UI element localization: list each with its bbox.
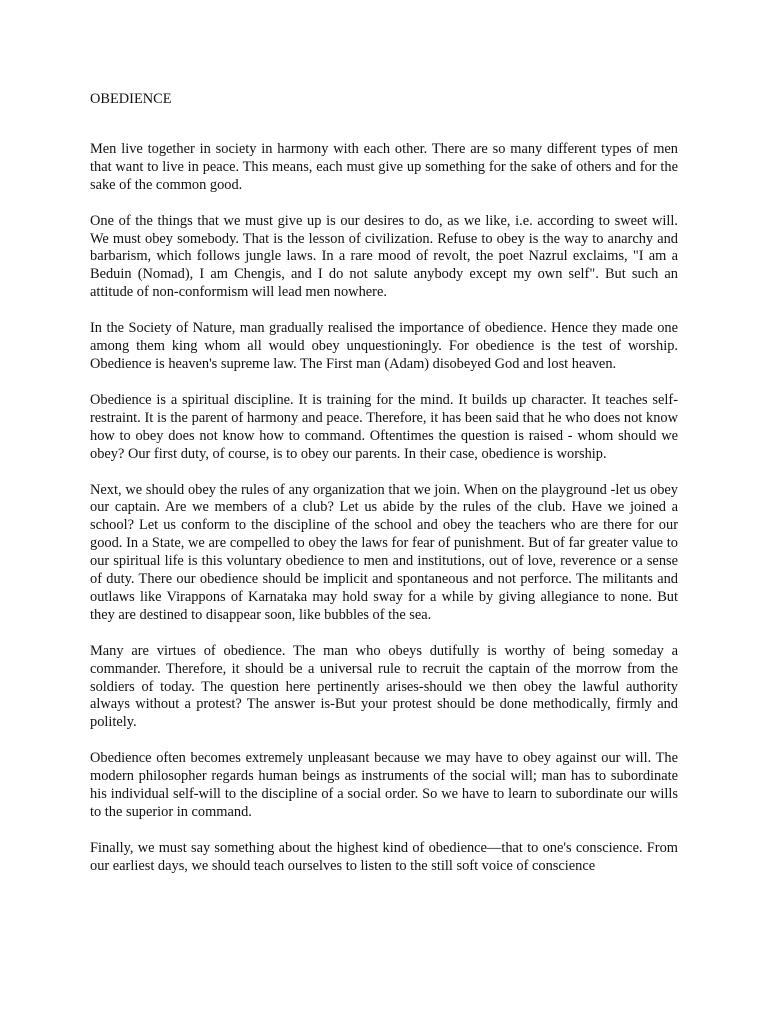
paragraph-3: In the Society of Nature, man gradually realised the importance of obedience. Hence they made one among them king whom all would obey unquestioningly. For obedience is the test of worship. Obedience is heaven's supreme law. The First man (Adam) disobeyed God and lost heaven. [90,320,678,372]
document-page [90,91,678,894]
paragraph-6: Many are virtues of obedience. The man who obeys dutifully is worthy of being someday a commander. Therefore, it should be a universal rule to recruit the captain of the morrow from the soldiers of today. The question here pertinently arises-should we then obey the lawful authority always without a protest? The answer is-But your protest should be done methodically, firmly and politely. [90,642,678,731]
paragraph-8: Finally, we must say something about the highest kind of obedience—that to one's conscience. From our earliest days, we should teach ourselves to listen to the still soft voice of conscience [90,839,678,874]
paragraph-4: Obedience is a spiritual discipline. It is training for the mind. It builds up character. It teaches self-restraint. It is the parent of harmony and peace. Therefore, it has been said that he who does not know how to obey does not know how to command. Oftentimes the question is raised - whom should we obey? Our first duty, of course, is to obey our parents. In their case, obedience is worship. [90,391,678,462]
document-title: OBEDIENCE [90,91,172,107]
paragraph-7: Obedience often becomes extremely unpleasant because we may have to obey against our will. The modern philosopher regards human beings as instruments of the social will; man has to subordinate his individual self-will to the discipline of a social order. So we have to learn to subordinate our wills to the superior in command. [90,750,678,820]
paragraph-1: Men live together in society in harmony with each other. There are so many different types of men that want to live in peace. This means, each must give up something for the sake of others and for the sake of the common good. [90,140,678,193]
paragraph-2: One of the things that we must give up is our desires to do, as we like, i.e. according to sweet will. We must obey somebody. That is the lesson of civilization. Refuse to obey is the way to anarchy and barbarism, which follows jungle laws. In a rare mood of revolt, the poet Nazrul exclaims, "I am a Beduin (Nomad), I am Chengis, and I do not salute anybody except my own self". But such an attitude of non-conformism will lead men nowhere. [90,212,678,301]
paragraph-5: Next, we should obey the rules of any organization that we join. When on the playground -let us obey our captain. Are we members of a club? Let us abide by the rules of the club. Have we joined a school? Let us conform to the discipline of the school and obey the teachers who are there for our good. In a State, we are compelled to obey the laws for fear of punishment. But of far greater value to our spiritual life is this voluntary obedience to men and institutions, out of love, reverence or a sense of duty. There our obedience should be implicit and spontaneous and not perforce. The militants and outlaws like Virappons of Karnataka may hold sway for a while by giving allegiance to none. But they are destined to disappear soon, like bubbles of the sea. [90,481,678,623]
